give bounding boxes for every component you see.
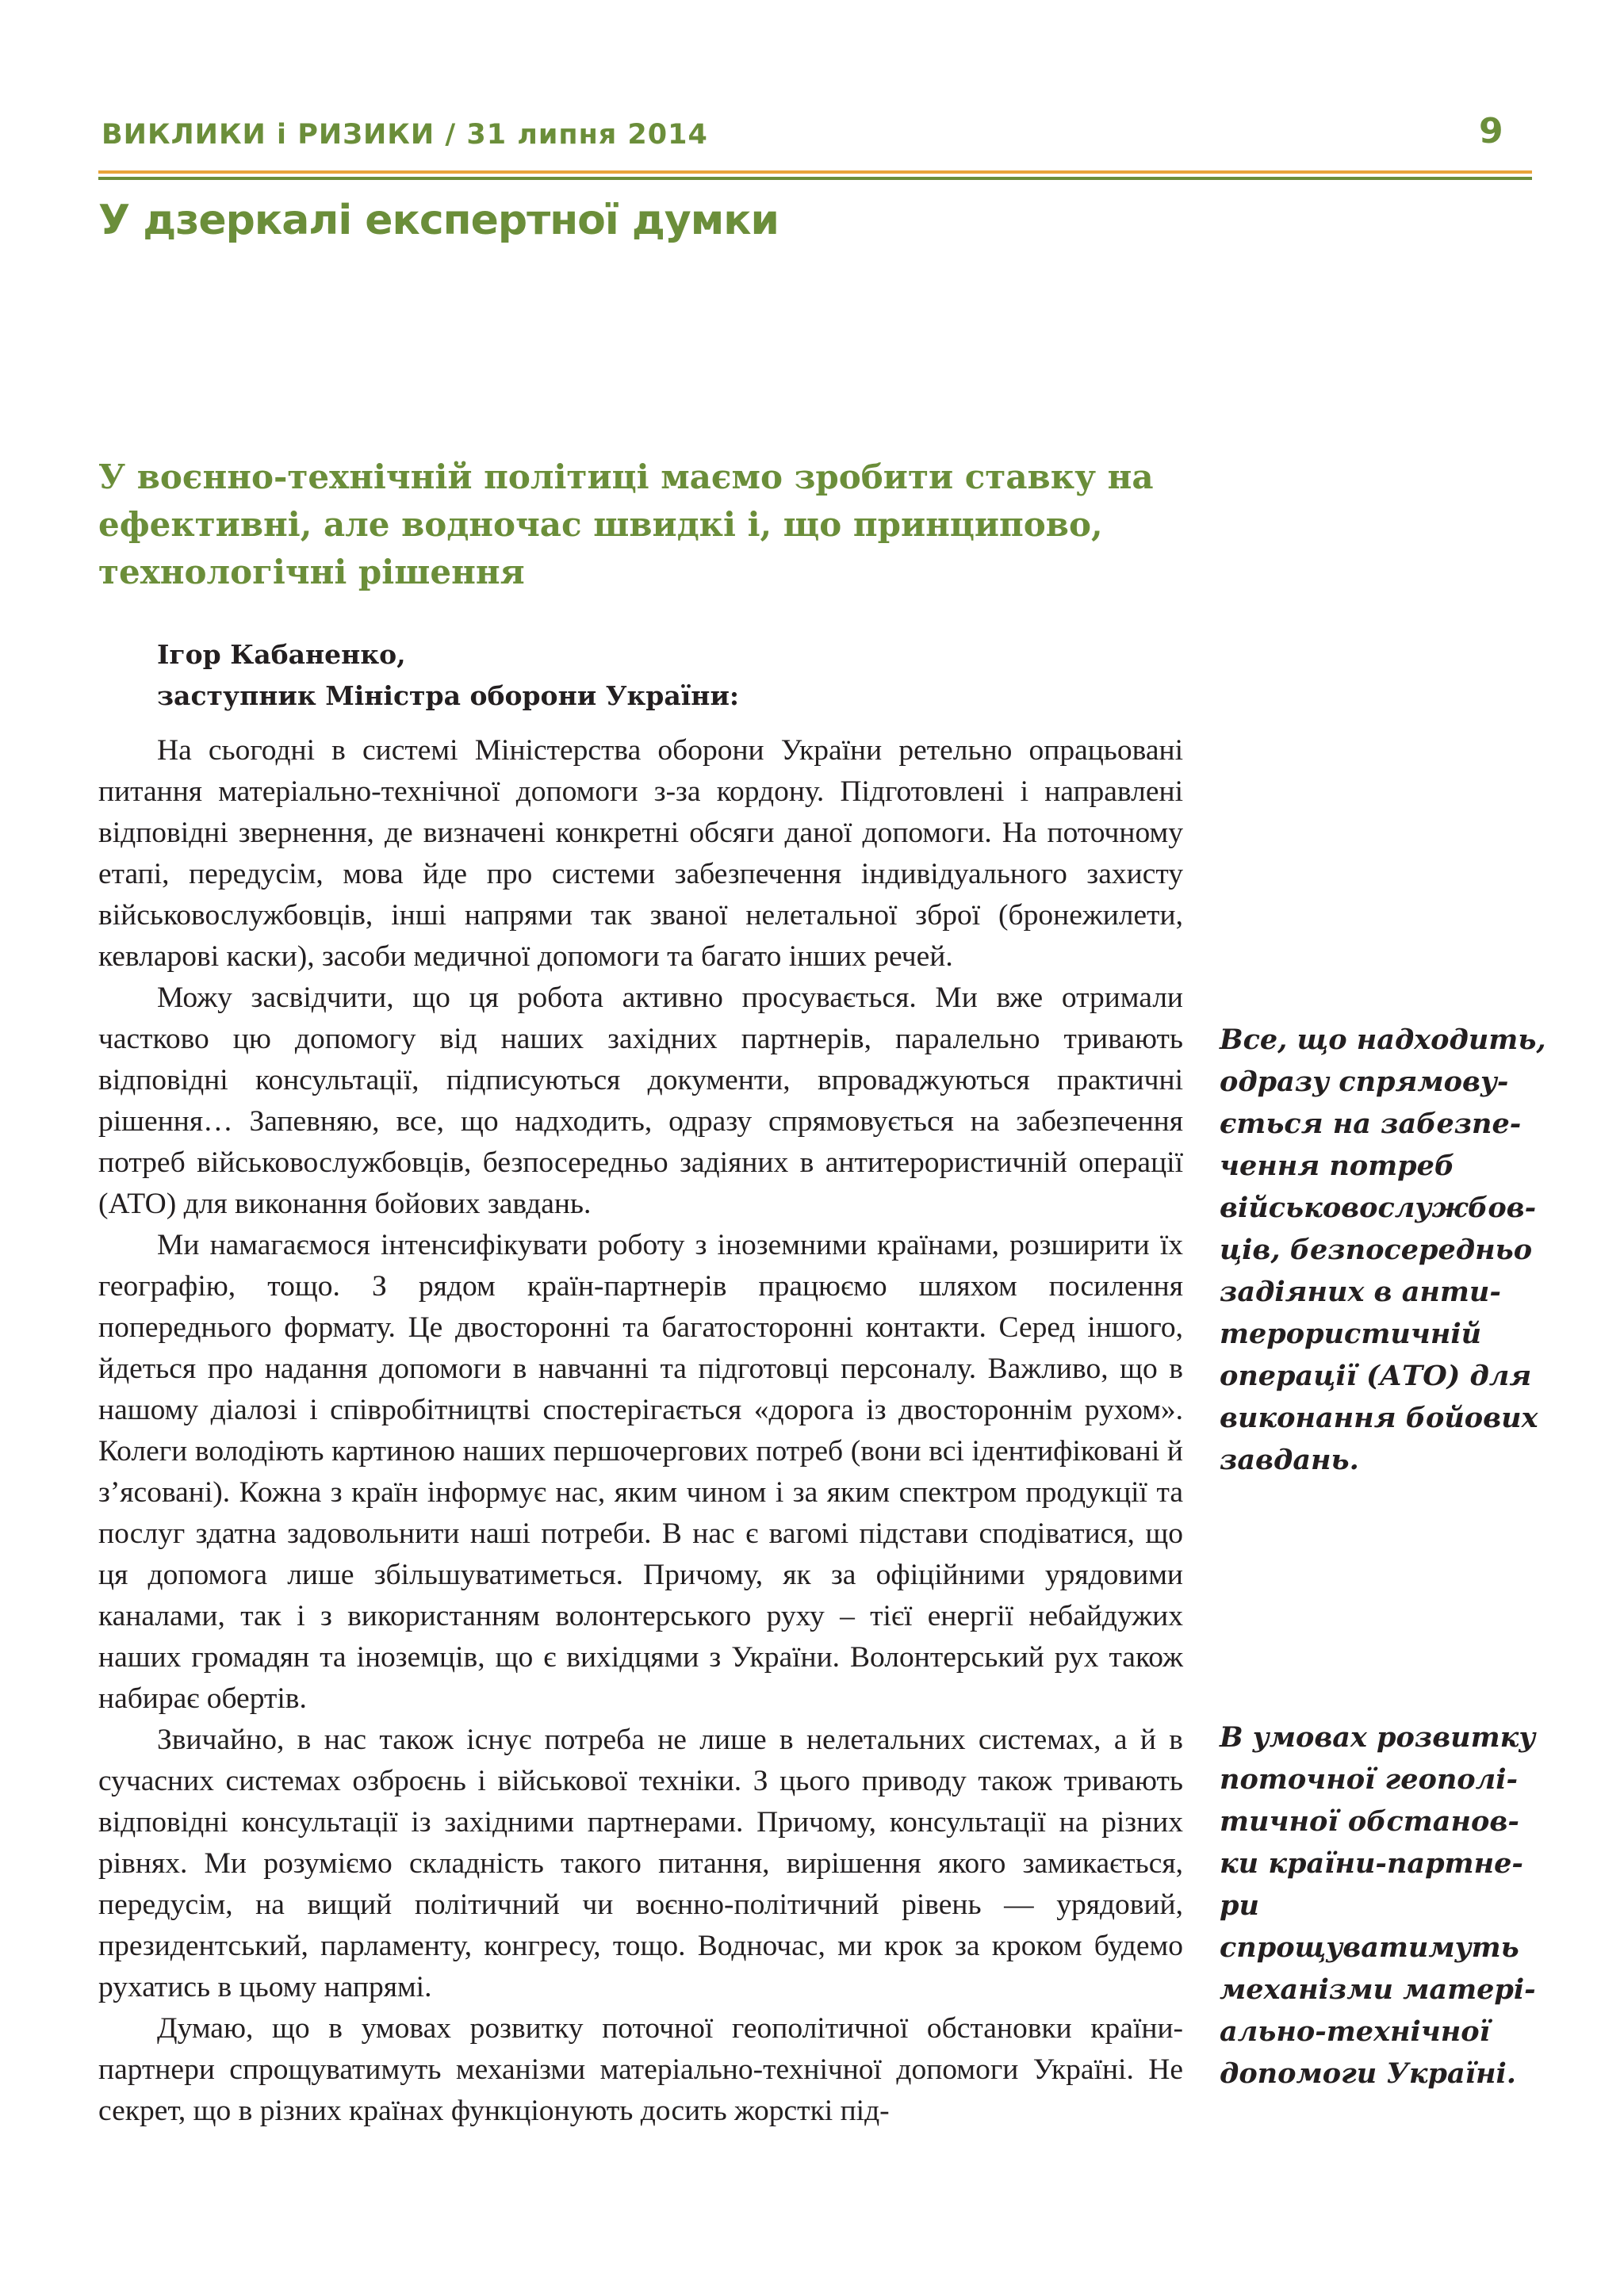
body-paragraph: Ми намагаємося інтенсифікувати роботу з іноземними країнами, розширити їх географію, тощо. З рядом країн-партнерів працюємо шляхом посилення попереднього формату. Це двосторонні та багатосторонні контакти. Серед іншого, йдеться про надання допомоги в навчанні та підготовці персоналу. Важливо, що в нашому діалозі і співробітництві спостерігається «дорога із двостороннім рухом». Колеги володіють картиною наших першочергових потреб (вони всі ідентифіковані й з’ясовані). Кожна з країн інформує нас, яким чином і за яким спектром продукції та послуг здатна задовольнити наші потреби. В нас є вагомі підстави сподіватися, що ця допомога лише збільшуватиметься. Причому, як за офіційними урядовими каналами, так і з використанням волонтерського руху – тієї енергії небайдужих наших громадян та іноземців, що є вихідцями з України. Волонтерський рух також набирає обертів. bbox=[98, 1229, 1183, 1715]
pullquote-line: чення потреб bbox=[1220, 1150, 1455, 1182]
pullquote-line: операції (АТО) для bbox=[1220, 1360, 1532, 1392]
body-paragraph: На сьогодні в системі Міністерства оборони України ретельно опрацьовані питання матеріально-технічної допомоги з-за кордону. Підготовлені і направлені відповідні звернення, де визначені конкретні обсяги даної допомоги. На поточному етапі, передусім, мова йде про системи забезпечення індивідуального захисту військовослужбовців, інші напрями так званої нелетальної зброї (бронежилети, кевларові каски), засоби медичної допомоги та багато інших речей. bbox=[98, 734, 1183, 973]
pullquote-line: виконання бойових bbox=[1220, 1402, 1538, 1434]
header-rule-green bbox=[98, 177, 1532, 180]
pullquote-line: ців, безпосередньо bbox=[1220, 1234, 1533, 1266]
pullquote-line: завдань. bbox=[1220, 1444, 1359, 1476]
pullquote-line: ки країни-партне- bbox=[1220, 1847, 1523, 1880]
article-body bbox=[98, 730, 1183, 2132]
author-block bbox=[157, 634, 1188, 717]
pullquote-line: ри bbox=[1220, 1889, 1259, 1922]
pullquote-line: військовослужбов- bbox=[1220, 1192, 1537, 1224]
author-name: Ігор Кабаненко, bbox=[157, 639, 406, 670]
article-headline: У воєнно-технічній політиці маємо зробити ставку на ефективні, але водночас швидкі і, що принципово, технологічні рішення bbox=[98, 457, 1154, 591]
header-rule-orange bbox=[98, 170, 1532, 174]
pullquote bbox=[1220, 1716, 1537, 2095]
pullquote-line: тичної обстанов- bbox=[1220, 1805, 1519, 1838]
page-number: 9 bbox=[1479, 111, 1503, 151]
pullquote-line: ально-технічної bbox=[1220, 2015, 1490, 2048]
pullquote-line: механізми матері- bbox=[1220, 1973, 1536, 2006]
pullquote-line: задіяних в анти- bbox=[1220, 1276, 1501, 1308]
section-title: У дзеркалі експертної думки bbox=[98, 197, 779, 244]
body-paragraph: Можу засвідчити, що ця робота активно просувається. Ми вже отримали частково цю допомогу від наших західних партнерів, паралельно тривають відповідні консультації, підписуються документи, впроваджуються практичні рішення… Запевняю, все, що надходить, одразу спрямовується на забезпечення потреб військовослужбовців, безпосередньо задіяних в антитерористичній операції (АТО) для виконання бойових завдань. bbox=[98, 982, 1183, 1220]
pullquote-line: терористичній bbox=[1220, 1318, 1482, 1350]
pullquote-line: спрощуватимуть bbox=[1220, 1931, 1519, 1964]
pullquote-line: допомоги Україні. bbox=[1220, 2057, 1516, 2090]
pullquote-line: ється на забезпе- bbox=[1220, 1108, 1522, 1140]
pullquote-line: В умовах розвитку bbox=[1220, 1721, 1536, 1754]
pullquote bbox=[1220, 1019, 1546, 1481]
body-paragraph: Звичайно, в нас також існує потреба не лише в нелетальних системах, а й в сучасних системах озброєнь і військової техніки. З цього приводу також тривають відповідні консультації із західними партнерами. Причому, консультації на різних рівнях. Ми розуміємо складність такого питання, вирішення якого замикається, передусім, на вищий політичний чи воєнно-політичний рівень — урядовий, президентський, парламенту, конгресу, тощо. Водночас, ми крок за кроком будемо рухатись в цьому напрямі. bbox=[98, 1724, 1183, 2003]
body-paragraph: Думаю, що в умовах розвитку поточної геополітичної обстановки країни-партнери спрощуватимуть механізми матеріально-технічної допомоги Україні. Не секрет, що в різних країнах функціонують досить жорсткі під- bbox=[98, 2012, 1183, 2127]
author-position: заступник Міністра оборони України: bbox=[157, 680, 740, 711]
pullquote-line: одразу спрямову- bbox=[1220, 1066, 1509, 1098]
pullquote-line: Все, що надходить, bbox=[1220, 1024, 1546, 1056]
running-title: ВИКЛИКИ і РИЗИКИ / 31 липня 2014 bbox=[102, 119, 708, 151]
pullquote-line: поточної геополі- bbox=[1220, 1763, 1519, 1796]
